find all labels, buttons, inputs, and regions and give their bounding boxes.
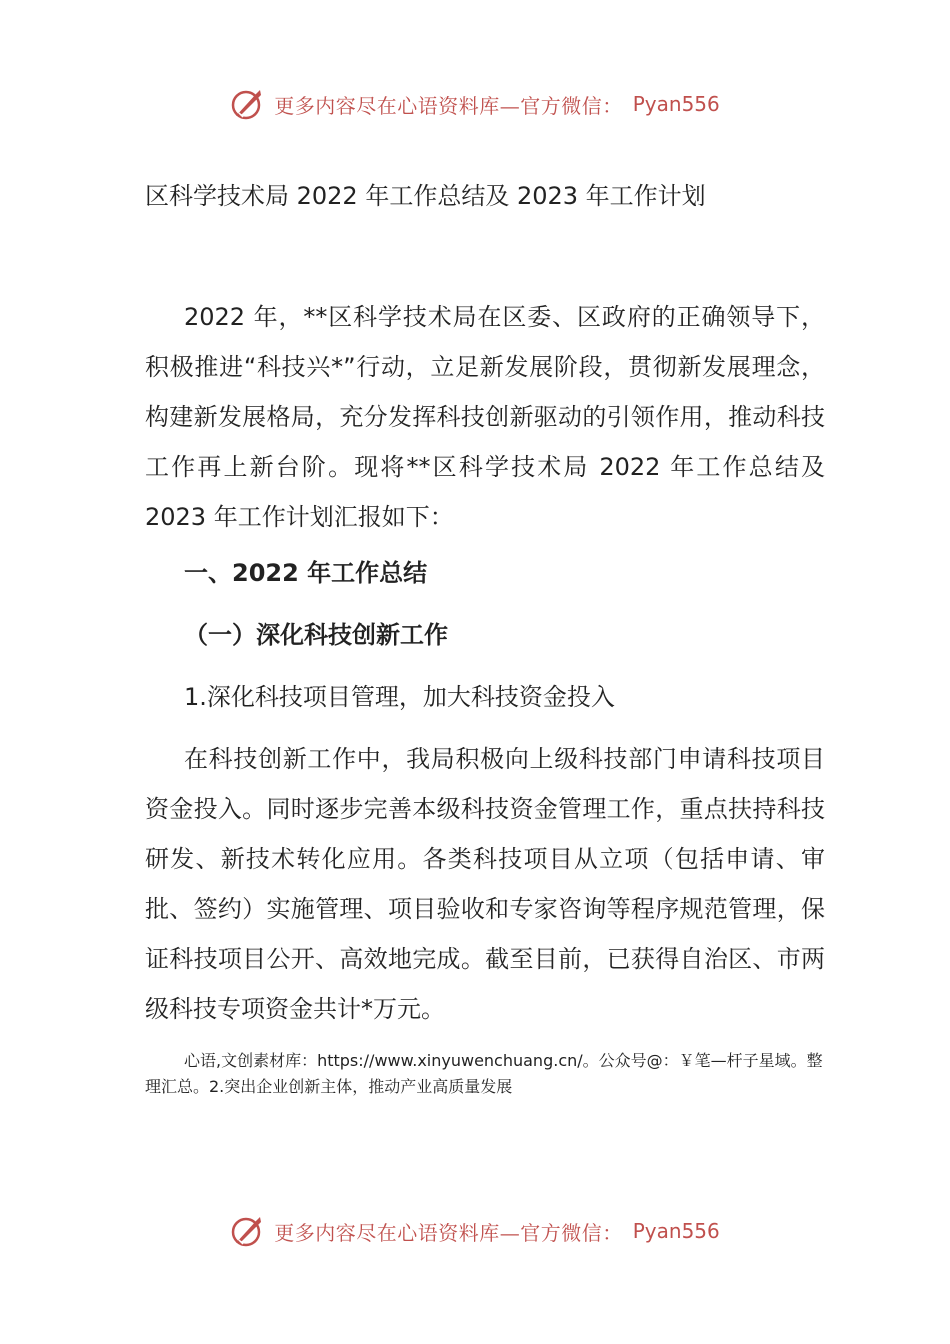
- item-body-paragraph: 在科技创新工作中，我局积极向上级科技部门申请科技项目资金投入。同时逐步完善本级科技资金管理工作，重点扶持科技研发、新技术转化应用。各类科技项目从立项（包括申请、审批、签约）实施管理、项目验收和专家咨询等程序规范管理，保证科技项目公开、高效地完成。截至目前，已获得自治区、市两级科技专项资金共计*万元。: [145, 745, 825, 1023]
- banner-wechat-id: Pyan556: [632, 1219, 720, 1243]
- footer-banner: [0, 1209, 950, 1253]
- item-heading: 1.深化科技项目管理，加大科技资金投入: [184, 683, 615, 711]
- document-title: 区科学技术局 2022 年工作总结及 2023 年工作计划: [145, 182, 706, 210]
- pen-quill-logo-icon: [230, 1213, 266, 1249]
- footnote-text: 心语,文创素材库：https://www.xinyuwenchuang.cn/。公众号@：￥笔—杆子星域。整理汇总。2.突出企业创新主体，推动产业高质量发展: [145, 1051, 823, 1096]
- banner-text: 更多内容尽在心语资料库—官方微信：: [274, 1220, 623, 1245]
- banner-text: 更多内容尽在心语资料库—官方微信：: [274, 93, 623, 118]
- section-heading: 一、2022 年工作总结: [184, 559, 428, 587]
- header-banner: [0, 82, 950, 126]
- pen-quill-logo-icon: [230, 86, 266, 122]
- document-body: [145, 292, 825, 1100]
- banner-wechat-id: Pyan556: [632, 92, 720, 116]
- intro-paragraph: 2022 年，**区科学技术局在区委、区政府的正确领导下，积极推进“科技兴*”行动，立足新发展阶段，贯彻新发展理念，构建新发展格局，充分发挥科技创新驱动的引领作用，推动科技工作再上新台阶。现将**区科学技术局 2022 年工作总结及 2023 年工作计划汇报如下：: [145, 303, 825, 531]
- subsection-heading: （一）深化科技创新工作: [184, 621, 448, 649]
